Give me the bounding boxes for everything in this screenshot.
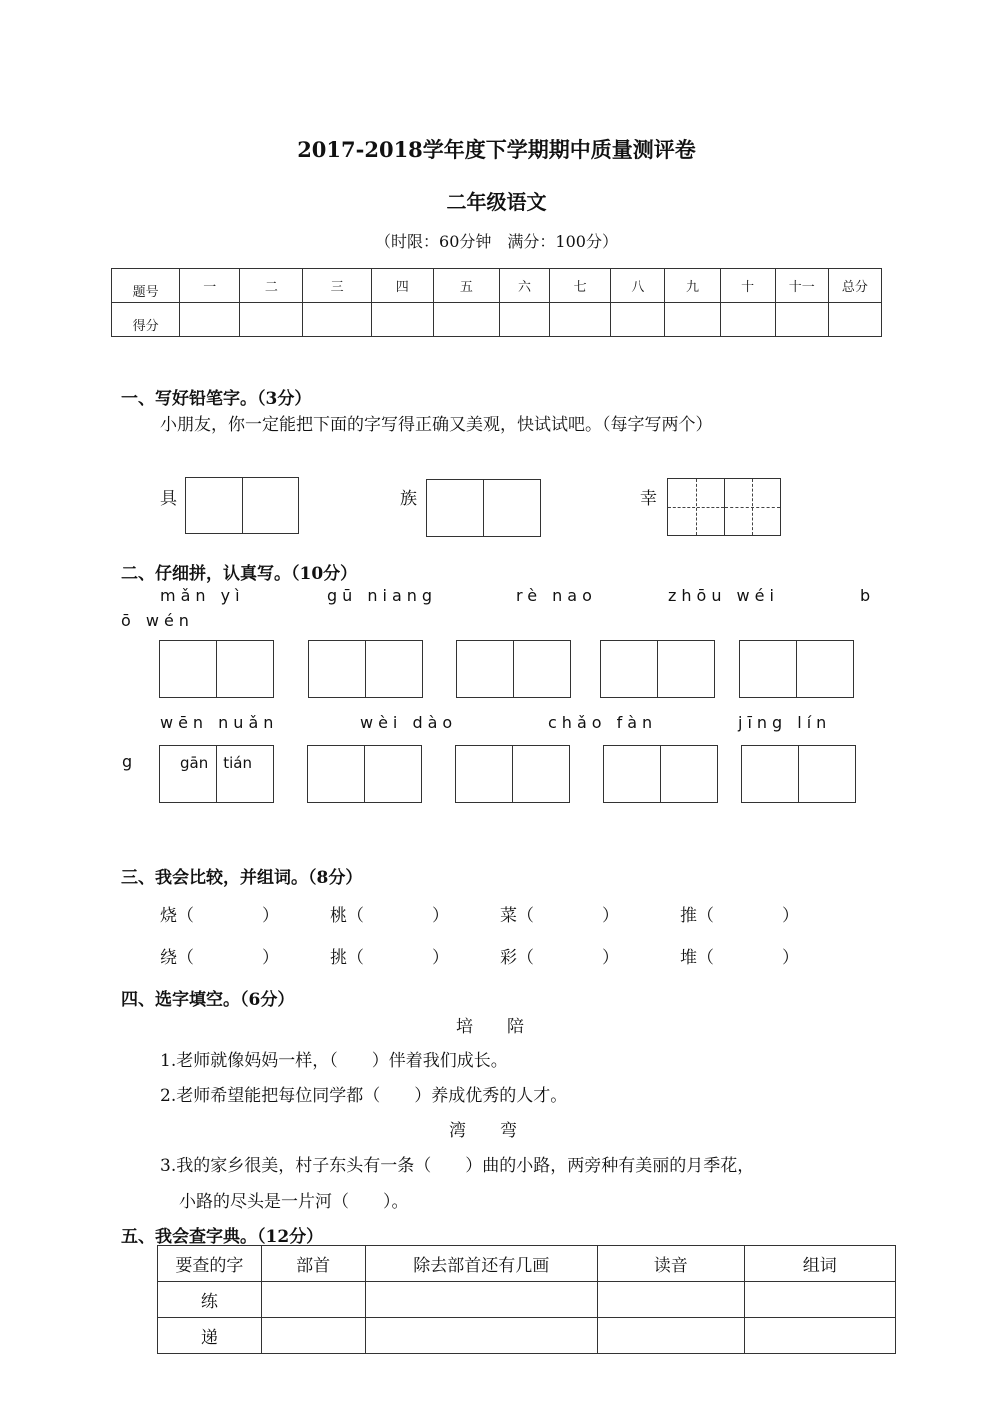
- dict-cell[interactable]: [598, 1282, 744, 1318]
- section4-heading: 四、选字填空。（6分）: [121, 990, 295, 1010]
- writing-box[interactable]: [603, 745, 718, 803]
- dict-cell[interactable]: [744, 1282, 895, 1318]
- dict-cell[interactable]: [261, 1282, 365, 1318]
- pinyin: b: [860, 586, 876, 605]
- compare-item[interactable]: 挑（ ）: [330, 948, 449, 968]
- score-cell[interactable]: [775, 303, 828, 337]
- score-col-total: 总分: [828, 269, 881, 303]
- writing-box[interactable]: [159, 640, 274, 698]
- section5-heading: 五、我会查字典。（12分）: [121, 1227, 324, 1247]
- writing-box[interactable]: [739, 640, 854, 698]
- score-table: [111, 268, 882, 337]
- compare-item[interactable]: 堆（ ）: [680, 948, 799, 968]
- compare-item[interactable]: 菜（ ）: [500, 906, 619, 926]
- writing-box[interactable]: [456, 640, 571, 698]
- writing-box[interactable]: [741, 745, 856, 803]
- score-col-4: 四: [371, 269, 433, 303]
- pinyin: gū niang: [327, 586, 438, 605]
- writing-box[interactable]: [308, 640, 423, 698]
- score-cell[interactable]: [303, 303, 371, 337]
- writing-box-2[interactable]: [426, 479, 541, 537]
- dict-char: 递: [158, 1318, 262, 1354]
- writing-box-1[interactable]: [185, 477, 299, 534]
- pinyin: chǎo fàn: [548, 713, 658, 732]
- exam-info: （时限：60分钟 满分：100分）: [375, 232, 618, 251]
- score-col-9: 九: [665, 269, 720, 303]
- score-cell[interactable]: [240, 303, 303, 337]
- section3-heading: 三、我会比较，并组词。（8分）: [121, 868, 363, 888]
- dictionary-table: [157, 1245, 896, 1354]
- practice-char-1: 具: [160, 489, 177, 509]
- writing-box[interactable]: [307, 745, 422, 803]
- question-1[interactable]: 1.老师就像妈妈一样，（ ）伴着我们成长。: [160, 1051, 508, 1071]
- dict-char: 练: [158, 1282, 262, 1318]
- score-row-label: 得分: [112, 303, 180, 337]
- score-col-2: 二: [240, 269, 303, 303]
- question-2[interactable]: 2.老师希望能把每位同学都（ ）养成优秀的人才。: [160, 1086, 568, 1106]
- dict-header: 部首: [261, 1246, 365, 1282]
- pinyin: zhōu wéi: [668, 586, 779, 605]
- score-cell[interactable]: [611, 303, 665, 337]
- dict-header: 读音: [598, 1246, 744, 1282]
- dict-header: 组词: [744, 1246, 895, 1282]
- score-cell[interactable]: [550, 303, 611, 337]
- choice-pair-1: 培 陪: [456, 1017, 524, 1037]
- question-3-cont[interactable]: 小路的尽头是一片河（ ）。: [179, 1192, 409, 1212]
- dict-cell[interactable]: [744, 1318, 895, 1354]
- writing-grid-box-3[interactable]: [667, 478, 781, 536]
- writing-box[interactable]: [600, 640, 715, 698]
- practice-char-3: 幸: [640, 489, 657, 509]
- dict-cell[interactable]: [365, 1318, 598, 1354]
- section2-heading: 二、仔细拼，认真写。（10分）: [121, 564, 358, 584]
- score-col-3: 三: [303, 269, 371, 303]
- dict-cell[interactable]: [365, 1282, 598, 1318]
- dict-cell[interactable]: [598, 1318, 744, 1354]
- dict-header: 除去部首还有几画: [365, 1246, 598, 1282]
- pinyin: jīng lín: [738, 713, 832, 732]
- pinyin: rè nao: [516, 586, 597, 605]
- score-cell[interactable]: [499, 303, 549, 337]
- score-col-11: 十一: [775, 269, 828, 303]
- score-cell[interactable]: [828, 303, 881, 337]
- score-col-1: 一: [180, 269, 240, 303]
- practice-char-2: 族: [400, 489, 417, 509]
- pinyin: ō wén: [121, 611, 194, 630]
- question-3[interactable]: 3.我的家乡很美，村子东头有一条（ ）曲的小路，两旁种有美丽的月季花，: [160, 1156, 755, 1176]
- writing-box[interactable]: [455, 745, 570, 803]
- score-col-6: 六: [499, 269, 549, 303]
- score-cell[interactable]: [433, 303, 499, 337]
- score-cell[interactable]: [720, 303, 775, 337]
- pinyin: mǎn yì: [160, 586, 245, 605]
- choice-pair-2: 湾 弯: [449, 1121, 517, 1141]
- compare-item[interactable]: 推（ ）: [680, 906, 799, 926]
- score-cell[interactable]: [665, 303, 720, 337]
- page-subtitle: 二年级语文: [446, 190, 547, 214]
- section1-heading: 一、写好铅笔字。（3分）: [121, 389, 312, 409]
- score-cell[interactable]: [180, 303, 240, 337]
- compare-item[interactable]: 桃（ ）: [330, 906, 449, 926]
- score-col-5: 五: [433, 269, 499, 303]
- score-col-10: 十: [720, 269, 775, 303]
- pinyin: g: [122, 752, 138, 771]
- pinyin-in-box: gān tián: [180, 754, 252, 772]
- section1-instruction: 小朋友，你一定能把下面的字写得正确又美观，快试试吧。（每字写两个）: [160, 415, 713, 435]
- score-row-label: 题号: [112, 269, 180, 303]
- pinyin: wēn nuǎn: [160, 713, 279, 732]
- page-title: 2017-2018学年度下学期期中质量测评卷: [297, 137, 696, 162]
- dict-header: 要查的字: [158, 1246, 262, 1282]
- dict-cell[interactable]: [261, 1318, 365, 1354]
- compare-item[interactable]: 绕（ ）: [160, 948, 279, 968]
- score-col-7: 七: [550, 269, 611, 303]
- compare-item[interactable]: 烧（ ）: [160, 906, 279, 926]
- compare-item[interactable]: 彩（ ）: [500, 948, 619, 968]
- score-col-8: 八: [611, 269, 665, 303]
- score-cell[interactable]: [371, 303, 433, 337]
- pinyin: wèi dào: [360, 713, 458, 732]
